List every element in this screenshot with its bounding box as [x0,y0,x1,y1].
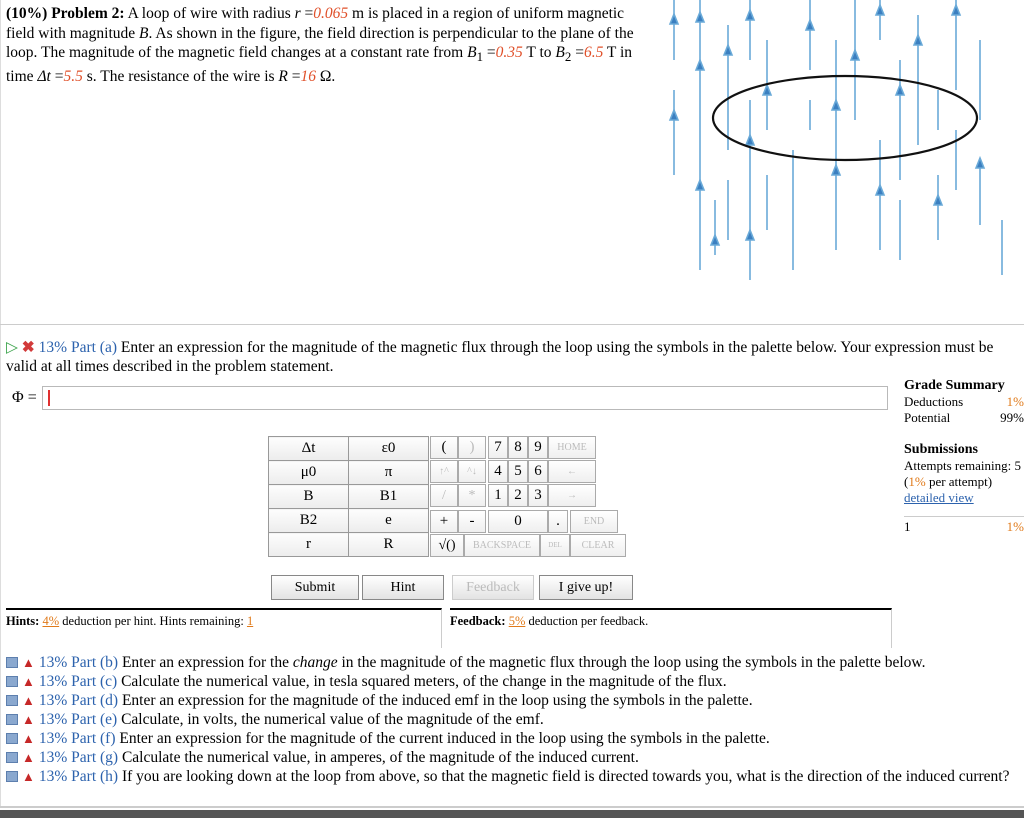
part-icon [6,695,18,706]
incorrect-x-icon: ✖ [21,339,35,356]
palette-mu0[interactable]: μ0 [269,461,349,485]
submissions-title: Submissions [904,442,978,457]
key-minus[interactable]: - [458,510,486,533]
key-del[interactable]: DEL [540,534,570,557]
resistance-value: 16 [300,67,316,85]
key-left-arrow[interactable]: ← [548,460,596,483]
hints-text: deduction per hint. Hints remaining: [62,614,244,628]
symbol-palette [268,436,429,557]
part-icon [6,752,18,763]
submission-row-value: 1% [1006,519,1024,534]
section-divider [0,324,1024,325]
key-multiply[interactable]: * [458,484,486,507]
key-sqrt[interactable]: √() [430,534,464,557]
sym-R: R [278,67,288,85]
sym-b2-sub: 2 [564,49,572,65]
part-e-text: Calculate, in volts, the numerical value of the magnitude of the emf. [121,711,544,728]
part-g-text: Calculate the numerical value, in amperes, of the magnitude of the induced current. [121,749,639,766]
eq-sign: = [300,5,314,22]
per-attempt-value: 1% [908,474,926,489]
part-b-text: Enter an expression for the [121,654,293,671]
feedback-deduction: 5% [508,614,526,628]
part-b-row[interactable] [6,653,1024,672]
hint-deduction: 4% [42,614,60,628]
warning-icon: ▲ [22,731,35,746]
part-g-row[interactable] [6,748,1024,767]
feedback-label: Feedback: [450,614,506,628]
grade-summary [904,378,1024,535]
keypad [430,436,630,560]
dt-value: 5.5 [63,67,83,85]
part-a-weight: 13% Part (a) [38,339,118,356]
attempts-remaining: Attempts remaining: 5 [904,458,1021,473]
part-g-weight: 13% Part (g) [38,749,119,766]
key-8[interactable]: 8 [508,436,528,459]
expand-triangle-icon[interactable]: ▷ [6,339,18,356]
palette-B2[interactable]: B2 [269,509,349,533]
feedback-button[interactable]: Feedback [452,575,534,600]
potential-label: Potential [904,410,951,425]
sym-dt: Δt [37,67,51,85]
palette-pi[interactable]: π [349,461,429,485]
problem-weight: (10%) [6,5,48,22]
part-h-weight: 13% Part (h) [38,768,119,785]
problem-text-3: . As shown in the figure, the field direction is perpendicular to the plane of the loop. The magnitude of the magnetic field changes at a constant rate from [6,24,634,61]
sym-b1: B [467,44,477,61]
key-end[interactable]: END [570,510,618,533]
key-4[interactable]: 4 [488,460,508,483]
part-b-emphasis: change [292,654,338,671]
key-9[interactable]: 9 [528,436,548,459]
palette-e[interactable]: e [349,509,429,533]
key-2[interactable]: 2 [508,484,528,507]
part-d-weight: 13% Part (d) [38,692,119,709]
sym-r: r [294,5,301,22]
problem-text-7: Ω. [316,67,336,85]
part-icon [6,771,18,782]
submit-button[interactable]: Submit [271,575,359,600]
key-clear[interactable]: CLEAR [570,534,626,557]
b1-value: 0.35 [495,44,523,61]
key-up-caret[interactable]: ↑^ [430,460,458,483]
problem-text-4: T to [522,44,556,61]
key-divide[interactable]: / [430,484,458,507]
magnetic-field-figure [660,0,1024,285]
part-c-row[interactable] [6,672,1024,691]
problem-text-6: s. The resistance of the wire is [82,67,279,85]
feedback-text: deduction per feedback. [528,614,649,628]
key-rparen[interactable]: ) [458,436,486,459]
palette-R[interactable]: R [349,533,429,557]
part-icon [6,676,18,687]
detailed-view-link[interactable]: detailed view [904,490,974,505]
key-backspace[interactable]: BACKSPACE [464,534,540,557]
palette-r[interactable]: r [269,533,349,557]
key-7[interactable]: 7 [488,436,508,459]
palette-delta-t[interactable]: Δt [269,437,349,461]
potential-value: 99% [1000,410,1024,425]
deductions-value: 1% [1006,394,1024,409]
part-a-text: Enter an expression for the magnitude of the magnetic flux through the loop using the symbols in the palette below. Your expression must be valid at all times described in the problem statement. [6,339,994,375]
give-up-button[interactable]: I give up! [539,575,633,600]
part-d-text: Enter an expression for the magnitude of the induced emf in the loop using the symbols in the palette. [121,692,753,709]
key-down-caret[interactable]: ^↓ [458,460,486,483]
per-attempt-close: per attempt) [925,474,993,489]
part-c-text: Calculate the numerical value, in tesla squared meters, of the change in the magnitude of the flux. [121,673,727,690]
key-3[interactable]: 3 [528,484,548,507]
part-icon [6,657,18,668]
problem-text-1: A loop of wire with radius [127,5,295,22]
problem-text-2: m is placed in a region of uniform magnetic field with magnitude [6,5,625,42]
warning-icon: ▲ [22,750,35,765]
key-plus[interactable]: + [430,510,458,533]
palette-B1[interactable]: B1 [349,485,429,509]
part-b-text-end: in the magnitude of the magnetic flux through the loop using the symbols in the palette below. [337,654,926,671]
parts-list [6,653,1024,786]
text-caret [48,390,50,406]
part-d-row[interactable] [6,691,1024,710]
answer-label: Φ = [12,389,37,406]
part-h-text: If you are looking down at the loop from above, so that the magnetic field is directed towards you, what is the direction of the induced current? [121,768,1010,785]
part-b-weight: 13% Part (b) [38,654,119,671]
part-f-row[interactable] [6,729,1024,748]
key-home[interactable]: HOME [548,436,596,459]
part-f-text: Enter an expression for the magnitude of the current induced in the loop using the symbols in the palette. [119,730,770,747]
feedback-panel [450,608,892,648]
field-lines [670,0,1002,280]
hints-remaining: 1 [246,614,254,628]
deductions-label: Deductions [904,394,964,409]
warning-icon: ▲ [22,655,35,670]
grade-summary-title: Grade Summary [904,378,1005,393]
key-1[interactable]: 1 [488,484,508,507]
part-c-weight: 13% Part (c) [38,673,118,690]
problem-statement: (10%) Problem 2: A loop of wire with radius r =0.065 m is placed in a region of uniform magnetic field with magnitude B. As shown in the figure, the field direction is perpendicular to the plane of the loop. The magnitude of the magnetic field changes at a constant rate from $B_1 =0.35$ T to $B_2 =6.5$ T in time Δt =5.5 s. The resistance of the wire is R =16 Ω. [6,5,634,85]
palette-B[interactable]: B [269,485,349,509]
key-0[interactable]: 0 [488,510,548,533]
key-6[interactable]: 6 [528,460,548,483]
bottom-scrollbar[interactable] [0,810,1024,818]
palette-epsilon0[interactable]: ε0 [349,437,429,461]
part-icon [6,733,18,744]
warning-icon: ▲ [22,769,35,784]
part-f-weight: 13% Part (f) [38,730,116,747]
key-5[interactable]: 5 [508,460,528,483]
bottom-divider [0,806,1024,808]
hints-panel [6,608,442,648]
warning-icon: ▲ [22,674,35,689]
hint-button[interactable]: Hint [362,575,444,600]
part-e-weight: 13% Part (e) [38,711,118,728]
radius-value: 0.065 [313,5,349,22]
part-e-row[interactable] [6,710,1024,729]
part-a-prompt [6,338,1024,376]
key-lparen[interactable]: ( [430,436,458,459]
b2-value: 6.5 [583,44,604,61]
warning-icon: ▲ [22,712,35,727]
submission-row-number: 1 [904,519,911,534]
part-icon [6,714,18,725]
hints-label: Hints: [6,614,40,628]
key-right-arrow[interactable]: → [548,484,596,507]
left-border [0,0,1,808]
per-attempt-open: ( [904,474,909,489]
problem-text-5: T in time [6,44,633,85]
part-h-row[interactable] [6,767,1024,786]
sym-b2: B [555,44,565,61]
sym-b: B [139,24,149,42]
warning-icon: ▲ [22,693,35,708]
problem-title: Problem 2: [51,5,125,22]
sym-b1-sub: 1 [476,49,484,65]
key-dot[interactable]: . [548,510,568,533]
answer-input[interactable] [42,386,888,410]
